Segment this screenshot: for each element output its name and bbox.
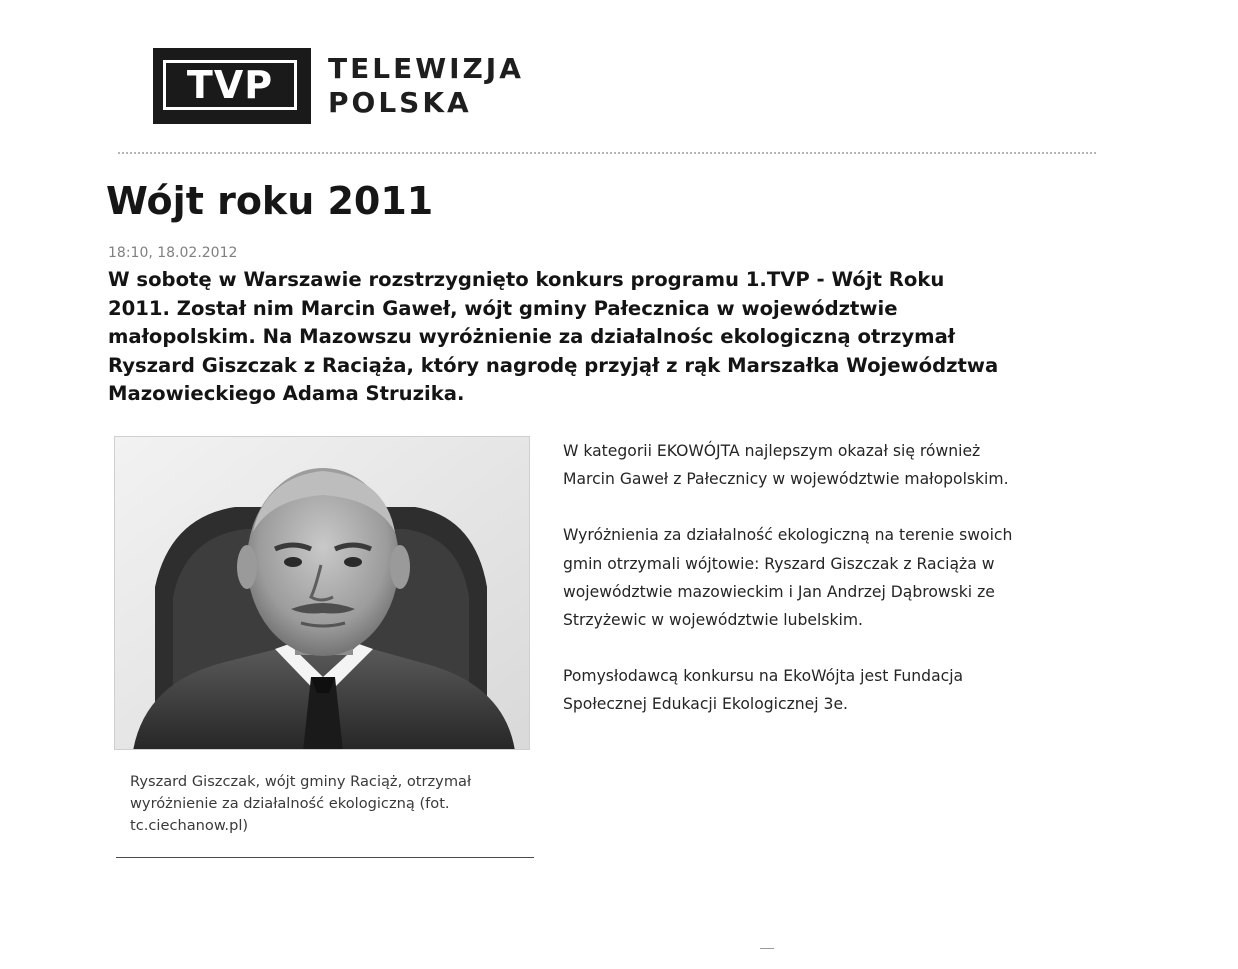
lead-line: 2011. Został nim Marcin Gaweł, wójt gminy Pałecznica w województwie (108, 296, 898, 320)
body-paragraph (563, 521, 1123, 634)
body-line: Strzyżewic w województwie lubelskim. (563, 611, 863, 630)
body-line: W kategorii EKOWÓJTA najlepszym okazał się również (563, 442, 981, 460)
tvp-logo (153, 48, 311, 124)
article-body (563, 437, 1123, 719)
brand-name (328, 52, 524, 120)
brand-name-line-1: TELEWIZJA (328, 52, 524, 85)
article-lead (108, 266, 1108, 409)
tvp-logo-frame (163, 60, 297, 110)
portrait-photo (114, 436, 530, 750)
portrait-illustration (115, 437, 530, 750)
lead-line: małopolskim. Na Mazowszu wyróżnienie za działalnośc ekologiczną otrzymał (108, 325, 956, 348)
caption-line: tc.ciechanow.pl) (130, 817, 249, 834)
lead-line: W sobotę w Warszawie rozstrzygnięto konkurs programu 1.TVP - Wójt Roku (108, 268, 945, 291)
caption-divider (116, 857, 534, 858)
lead-line: Mazowieckiego Adama Struzika. (108, 382, 465, 405)
article-timestamp: 18:10, 18.02.2012 (108, 245, 238, 261)
body-paragraph (563, 662, 1123, 718)
caption-line: Ryszard Giszczak, wójt gminy Raciąż, otrzymał (130, 773, 472, 790)
body-line: Marcin Gaweł z Pałecznicy w województwie małopolskim. (563, 470, 1009, 489)
lead-line: Ryszard Giszczak z Raciąża, który nagrodę przyjął z rąk Marszałka Województwa (108, 353, 999, 377)
article-title: Wójt roku 2011 (106, 179, 434, 223)
scan-mark (760, 948, 774, 949)
body-line: Wyróżnienia za działalność ekologiczną na terenie swoich (563, 526, 1013, 545)
body-paragraph (563, 437, 1123, 493)
header-divider (118, 152, 1096, 154)
photo-caption (130, 771, 550, 837)
body-line: Społecznej Edukacji Ekologicznej 3e. (563, 695, 848, 714)
caption-line: wyróżnienie za działalność ekologiczną (fot. (130, 795, 450, 812)
brand-name-line-2: POLSKA (328, 86, 472, 119)
body-line: gmin otrzymali wójtowie: Ryszard Giszczak z Raciąża w (563, 554, 995, 573)
body-line: województwie mazowieckim i Jan Andrzej Dąbrowski ze (563, 582, 995, 601)
tvp-logo-text: TVP (186, 63, 274, 107)
body-line: Pomysłodawcą konkursu na EkoWójta jest Fundacja (563, 667, 964, 686)
